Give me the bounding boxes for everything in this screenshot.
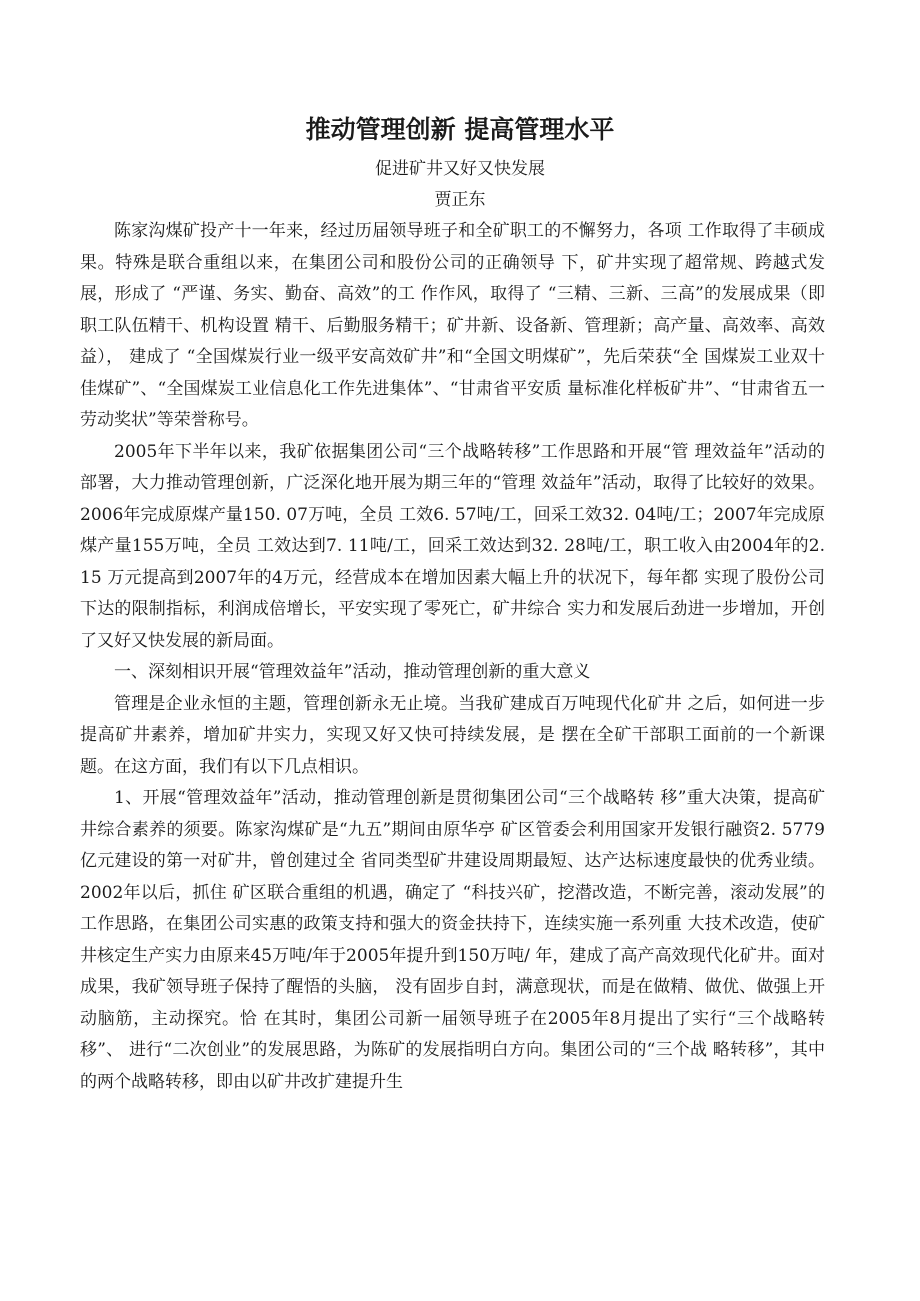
document-author: 贾正东	[434, 190, 486, 210]
body-paragraph: 管理是企业永恒的主题，管理创新永无止境。当我矿建成百万吨现代化矿井 之后，如何进一步提高矿井素养，增加矿井实力，实现又好又快可持续发展，是 摆在全矿干部职工面前的一个新课题。在这方面，我们有以下几点相识。	[80, 693, 825, 777]
document-title: 推动管理创新 提高管理水平	[305, 115, 615, 144]
body-paragraph: 1、开展“管理效益年”活动，推动管理创新是贯彻集团公司“三个战略转 移”重大决策，提高矿井综合素养的须要。陈家沟煤矿是“九五”期间由原华亭 矿区管委会利用国家开发银行融资2. 5779亿元建设的第一对矿井，曾创建过全 省同类型矿井建设周期最短、达产达标速度最快的优秀业绩。2002年以后，抓住 矿区联合重组的机遇，确定了 “科技兴矿，挖潜改造，不断完善，滚动发展”的 工作思路，在集团公司实惠的政策支持和强大的资金扶持下，连续实施一系列重 大技术改造，使矿井核定生产实力由原来45万吨/年于2005年提升到150万吨/ 年，建成了高产高效现代化矿井。面对成果，我矿领导班子保持了醒悟的头脑， 没有固步自封，满意现状，而是在做精、做优、做强上开动脑筋，主动探究。恰 在其时，集团公司新一届领导班子在2005年8月提出了实行“三个战略转移”、 进行“二次创业”的发展思路，为陈矿的发展指明白方向。集团公司的“三个战 略转移”，其中的两个战略转移，即由以矿井改扩建提升生	[80, 788, 825, 1092]
document-subtitle: 促进矿井又好又快发展	[375, 159, 545, 179]
body-paragraph: 2005年下半年以来，我矿依据集团公司“三个战略转移”工作思路和开展“管 理效益年”活动的部署，大力推动管理创新，广泛深化地开展为期三年的“管理 效益年”活动，取得了比较好的效果。2006年完成原煤产量150. 07万吨，全员 工效6. 57吨/工，回采工效32. 04吨/工；2007年完成原煤产量155万吨，全员 工效达到7. 11吨/工，回采工效达到32. 28吨/工，职工收入由2004年的2. 15 万元提高到2007年的4万元，经营成本在增加因素大幅上升的状况下，每年都 实现了股份公司下达的限制指标，利润成倍增长，平安实现了零死亡，矿井综合 实力和发展后劲进一步增加，开创了又好又快发展的新局面。	[80, 441, 825, 651]
document-body	[80, 216, 825, 1098]
body-paragraph: 陈家沟煤矿投产十一年来，经过历届领导班子和全矿职工的不懈努力，各项 工作取得了丰硕成果。特殊是联合重组以来，在集团公司和股份公司的正确领导 下，矿井实现了超常规、跨越式发展，形成了 “严谨、务实、勤奋、高效”的工 作作风，取得了 “三精、三新、三高”的发展成果（即职工队伍精干、机构设置 精干、后勤服务精干；矿井新、设备新、管理新；高产量、高效率、高效益）， 建成了 “全国煤炭行业一级平安高效矿井”和“全国文明煤矿”，先后荣获“全 国煤炭工业双十佳煤矿”、“全国煤炭工业信息化工作先进集体”、“甘肃省平安质 量标准化样板矿井”、“甘肃省五一劳动奖状”等荣誉称号。	[80, 221, 825, 430]
section-heading: 一、深刻相识开展“管理效益年”活动，推动管理创新的重大意义	[114, 662, 591, 682]
